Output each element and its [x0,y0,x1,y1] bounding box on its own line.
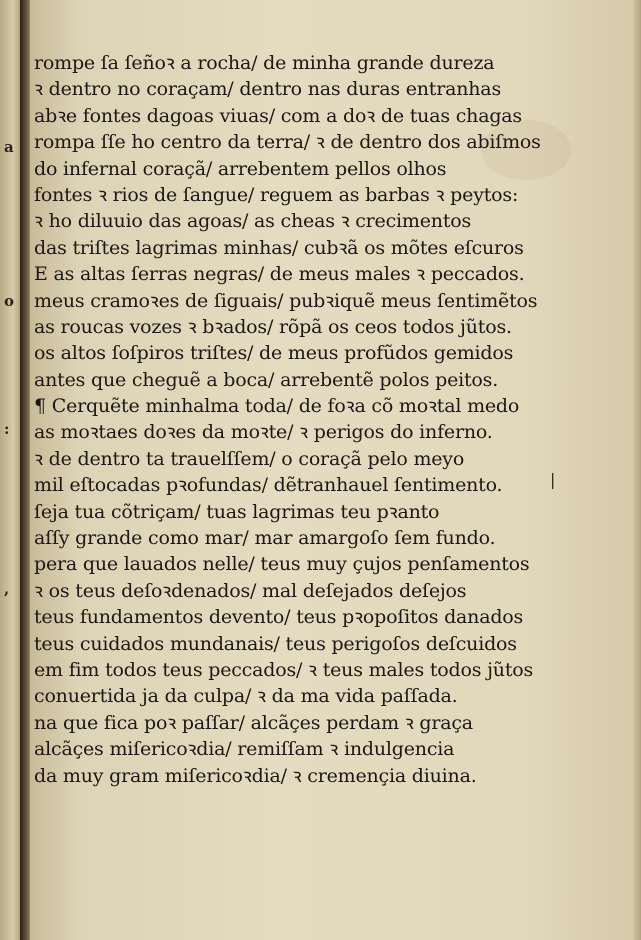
text-line: ꝛ dentro no coraçam/ dentro nas duras entranhas [34,78,501,101]
text-line: da muy gram miſericoꝛdia/ ꝛ cremençia diuina. [34,764,477,787]
text-line: as roucas vozes ꝛ bꝛados/ rõpã os ceos todos jũtos. [34,315,512,338]
text-line: mil eſtocadas pꝛofundas/ dẽtranhauel ſentimento. [34,474,503,497]
text-line: aſſy grande como mar/ mar amargoſo ſem fundo. [34,527,496,550]
margin-mark: | [550,470,556,489]
previous-page-glyph: a [4,138,14,156]
previous-page-glyph: , [4,580,10,598]
text-line: conuertida ja da culpa/ ꝛ da ma vida paſſada. [34,685,458,708]
text-line: E as altas ſerras negras/ de meus males ꝛ peccados. [34,263,525,286]
text-line: ¶ Cerquẽte minhalma toda/ de foꝛa cõ moꝛtal medo [34,395,520,418]
text-line: ꝛ ho diluuio das agoas/ as cheas ꝛ crecimentos [34,210,472,233]
previous-page-glyph: : [4,420,10,438]
text-line: abꝛe fontes dagoas viuas/ com a doꝛ de tuas chagas [34,104,522,127]
previous-page-marks [0,0,22,940]
text-line: os altos ſoſpiros triſtes/ de meus profũdos gemidos [34,342,514,365]
text-line: pera que lauados nelle/ teus muy çujos penſamentos [34,553,530,576]
text-line: na que fica poꝛ paſſar/ alcãçes perdam ꝛ graça [34,711,473,734]
text-line: antes que cheguẽ a boca/ arrebentẽ polos peitos. [34,368,499,391]
text-line: teus fundamentos devento/ teus pꝛopoſitos danados [34,606,524,629]
page-right-edge [633,0,641,940]
book-page [30,0,641,940]
text-line: das triſtes lagrimas minhas/ cubꝛã os mõtes eſcuros [34,236,524,259]
text-line: em fim todos teus peccados/ ꝛ teus males todos jũtos [34,658,534,681]
text-line: alcãçes miſericoꝛdia/ remiſſam ꝛ indulgencia [34,738,455,761]
text-line: fontes ꝛ rios de ſangue/ reguem as barbas ꝛ peytos: [34,183,519,206]
text-line: ſeja tua cõtriçam/ tuas lagrimas teu pꝛanto [34,500,440,523]
previous-page-glyph: o [4,292,15,310]
text-line: ꝛ de dentro ta trauelſſem/ o coraçã pelo meyo [34,447,465,470]
text-line: rompa ſſe ho centro da terra/ ꝛ de dentro dos abiſmos [34,131,541,154]
text-line: meus cramoꝛes de ſiguais/ pubꝛiquẽ meus ſentimẽtos [34,289,538,312]
text-line: ꝛ os teus deſoꝛdenados/ mal deſejados deſejos [34,579,467,602]
text-line: as moꝛtaes doꝛes da moꝛte/ ꝛ perigos do inferno. [34,421,493,444]
text-line: rompe ſa ſeñoꝛ a rocha/ de minha grande dureza [34,52,495,74]
page-text [34,50,574,789]
text-line: do infernal coraçã/ arrebentem pellos olhos [34,157,447,180]
text-line: teus cuidados mundanais/ teus perigoſos deſcuidos [34,632,517,655]
